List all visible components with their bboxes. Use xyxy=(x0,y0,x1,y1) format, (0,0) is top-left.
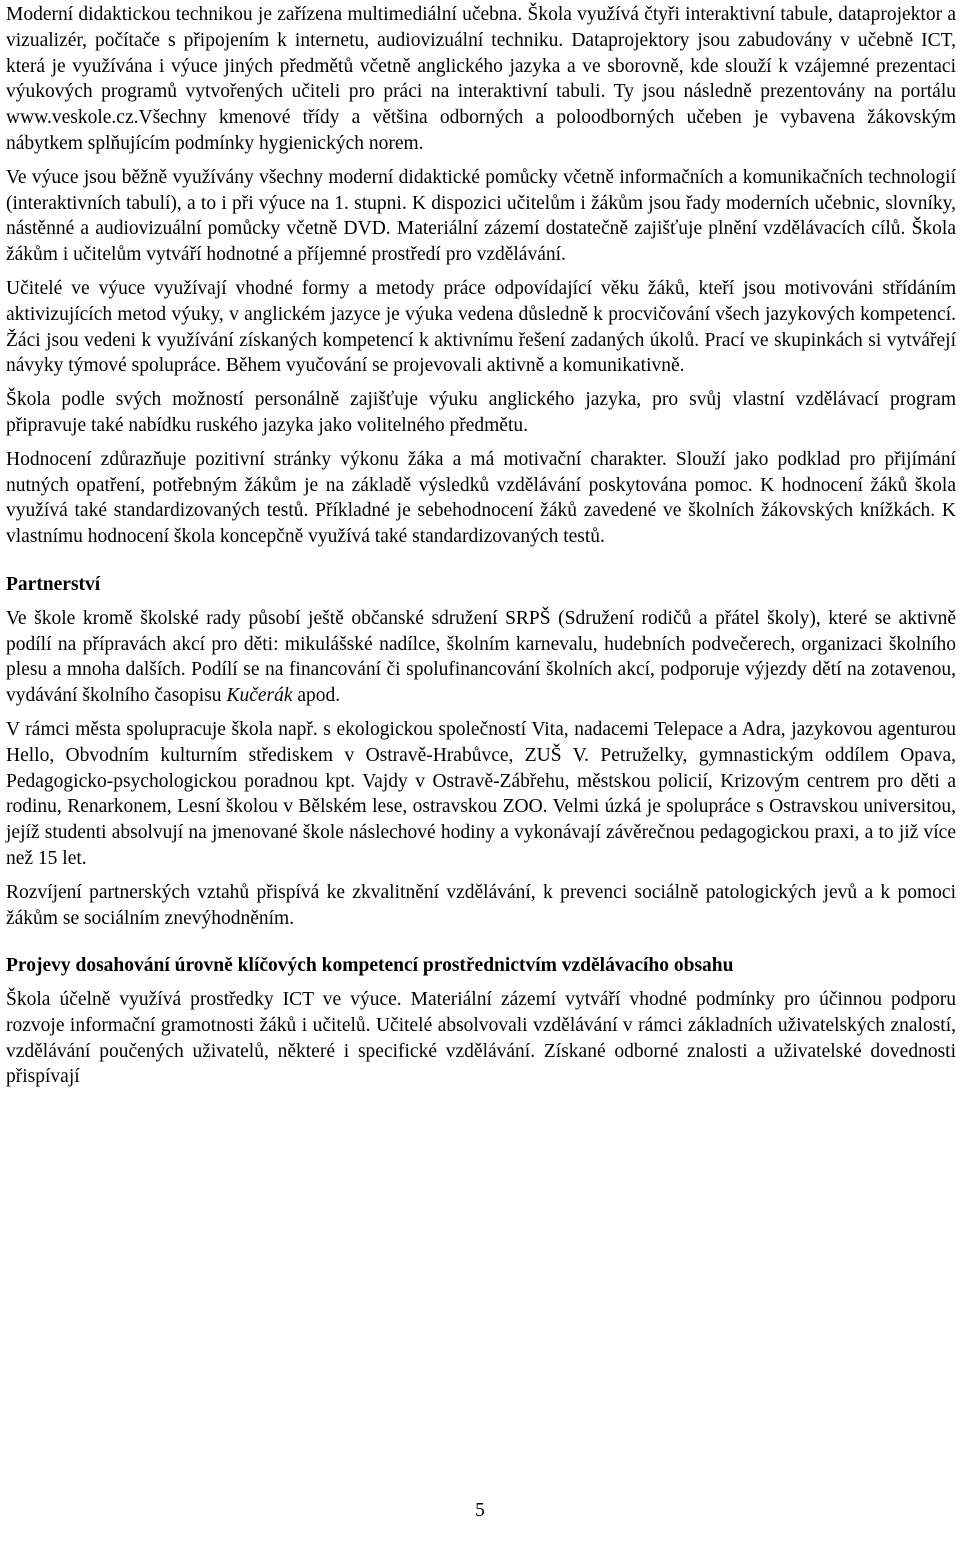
page-number: 5 xyxy=(475,1500,485,1521)
paragraph-teaching-methods: Učitelé ve výuce využívají vhodné formy a metody práce odpovídající věku žáků, kteří jsou motivováni střídáním aktivizujících metod výuky, v anglickém jazyce je výuka vedena důsledně k procvičování všech jazykových kompetencí. Žáci jsou vedeni k využívání získaných kompetencí k aktivnímu řešení zadaných úkolů. Prací ve skupinkách si vytvářejí návyky týmové spolupráce. Během vyučování se projevovali aktivně a komunikativně. xyxy=(6,277,956,377)
document-page xyxy=(6,2,956,1098)
paragraph-assessment: Hodnocení zdůrazňuje pozitivní stránky výkonu žáka a má motivační charakter. Slouží jako podklad pro přijímání nutných opatření, potřebným žákům je na základě výsledků vzdělávání poskytována pomoc. K hodnocení žáků škola využívá také standardizovaných testů. Příkladné je sebehodnocení žáků zavedené ve školních žákovských knížkách. K vlastnímu hodnocení škola koncepčně využívá také standardizovaných testů. xyxy=(6,448,956,548)
section-heading-partnerstvi: Partnerství xyxy=(6,573,101,595)
paragraph-srps xyxy=(6,606,956,709)
magazine-title: Kučerák xyxy=(226,685,293,707)
paragraph-partnership-benefits: Rozvíjení partnerských vztahů přispívá ke zkvalitnění vzdělávání, k prevenci sociálně patologických jevů a k pomoci žákům se sociálním znevýhodněním. xyxy=(6,881,956,929)
paragraph-ict: Škola účelně využívá prostředky ICT ve výuce. Materiální zázemí vytváří vhodné podmínky pro účinnou podporu rozvoje informační gramotnosti žáků i učitelů. Učitelé absolvovali vzdělávání v rámci základních uživatelských znalostí, vzdělávání poučených uživatelů, některé i specifické vzdělávání. Získané odborné znalosti a uživatelské dovednosti přispívají xyxy=(6,989,956,1088)
paragraph-teaching-aids: Ve výuce jsou běžně využívány všechny moderní didaktické pomůcky včetně informačních a komunikačních technologií (interaktivních tabulí), a to i při výuce na 1. stupni. K dispozici učitelům i žákům jsou řady moderních učebnic, slovníky, nástěnné a audiovizuální pomůcky včetně DVD. Materiální zázemí dostatečně zajišťuje plnění vzdělávacích cílů. Škola žákům i učitelům vytváří hodnotné a příjemné prostředí pro vzdělávání. xyxy=(6,166,956,266)
paragraph-srps-end: apod. xyxy=(292,685,341,707)
paragraph-languages: Škola podle svých možností personálně zajišťuje výuku anglického jazyka, pro svůj vlastní vzdělávací program připravuje také nabídku ruského jazyka jako volitelného předmětu. xyxy=(6,389,956,436)
section-heading-projevy: Projevy dosahování úrovně klíčových kompetencí prostřednictvím vzdělávacího obsahu xyxy=(6,955,734,977)
paragraph-srps-text: Ve škole kromě školské rady působí ještě občanské sdružení SRPŠ (Sdružení rodičů a přátel školy), které se aktivně podílí na přípravách akcí pro děti: mikulášské nadílce, školním karnevalu, hudebních podvečerech, organizaci školního plesu a mnoha dalších. Podílí se na financování či spolufinancování školních akcí, podporuje výjezdy dětí na zotavenou, vydávání školního časopisu xyxy=(6,607,956,707)
paragraph-city-partners: V rámci města spolupracuje škola např. s ekologickou společností Vita, nadacemi Telepace a Adra, jazykovou agenturou Hello, Obvodním kulturním střediskem v Ostravě-Hrabůvce, ZUŠ V. Petruželky, gymnastickým oddílem Opava, Pedagogicko-psychologickou poradnou kpt. Vajdy v Ostravě-Zábřehu, městskou policií, Krizovým centrem pro děti a rodinu, Renarkonem, Lesní školou v Bělském lese, ostravskou ZOO. Velmi úzká je spolupráce s Ostravskou universitou, jejíž studenti absolvují na jmenované škole náslechové hodiny a vykonávají závěrečnou pedagogickou praxi, a to již více než 15 let. xyxy=(6,718,956,869)
paragraph-equipment: Moderní didaktickou technikou je zařízena multimediální učebna. Škola využívá čtyři interaktivní tabule, dataprojektor a vizualizér, počítače s připojením k internetu, audiovizuální techniku. Dataprojektory jsou zabudovány v učebně ICT, která je využívána i výuce jiných předmětů včetně anglického jazyka a ve sborovně, kde slouží k vzájemné prezentaci výukových programů vytvořených učiteli pro práci na interaktivní tabuli. Ty jsou následně prezentovány na portálu www.veskole.cz.Všechny kmenové třídy a většina odborných a poloodborných učeben je vybavena žákovským nábytkem splňujícím podmínky hygienických norem. xyxy=(6,4,956,154)
